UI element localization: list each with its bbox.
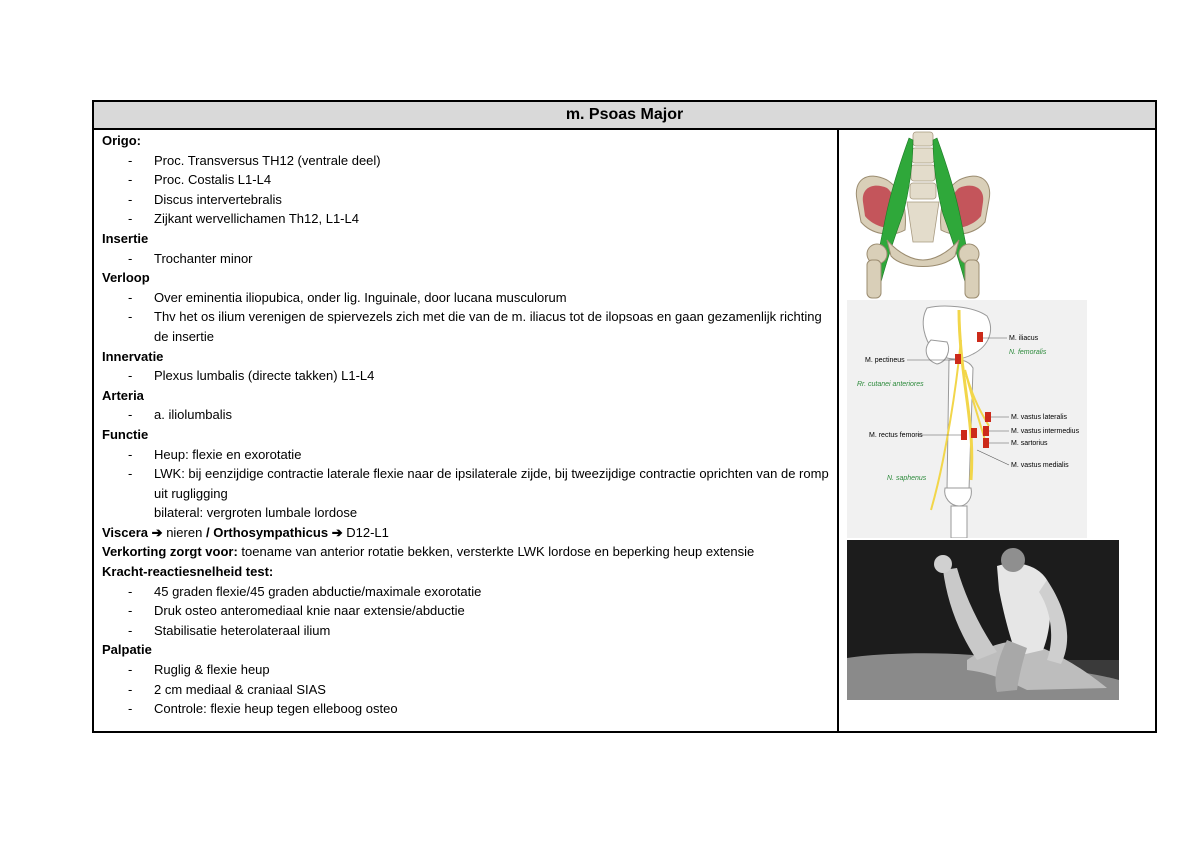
label-cutanei: Rr. cutanei anteriores [857, 381, 924, 388]
list-item: - 2 cm mediaal & craniaal SIAS [128, 681, 326, 697]
viscera-line [102, 523, 837, 543]
arteria-heading: Arteria [102, 387, 144, 403]
list-item: - 45 graden flexie/45 graden abductie/maximale exorotatie [128, 583, 482, 599]
arrow-right-icon: ➔ [331, 524, 343, 540]
insertie-heading: Insertie [102, 230, 149, 246]
list-item: - Druk osteo anteromediaal knie naar extensie/abductie [128, 603, 465, 619]
label-vastus-lateralis: M. vastus lateralis [1011, 414, 1068, 421]
text-column [94, 128, 839, 731]
content-row [94, 128, 1155, 731]
list-item: - Trochanter minor [128, 250, 253, 266]
orthosympathicus-label: Orthosympathicus [213, 524, 329, 540]
list-item: - Over eminentia iliopubica, onder lig. Inguinale, door lucana musculorum [128, 289, 567, 305]
list-item: - Thv het os ilium verenigen de spiervezels zich met die van de m. iliacus tot de ilopsoas en gaan gezamenlijk richting de insertie [128, 309, 822, 344]
viscera-value: nieren [166, 524, 203, 540]
list-item: - Controle: flexie heup tegen elleboog osteo [128, 701, 398, 717]
muscle-table [92, 100, 1157, 733]
verkorting-line [102, 542, 837, 562]
verloop-heading: Verloop [102, 270, 150, 286]
table-title: m. Psoas Major [94, 102, 1155, 130]
verkorting-label: Verkorting zorgt voor: [102, 544, 238, 560]
label-sartorius: M. sartorius [1011, 440, 1048, 447]
list-item: - a. iliolumbalis [128, 407, 233, 423]
list-item: - Discus intervertebralis [128, 191, 282, 207]
arrow-right-icon: ➔ [151, 524, 163, 540]
label-saphenus: N. saphenus [887, 475, 927, 482]
label-vastus-medialis: M. vastus medialis [1011, 462, 1069, 469]
list-item: - Zijkant wervellichamen Th12, L1-L4 [128, 211, 359, 227]
label-pectineus: M. pectineus [865, 357, 905, 364]
label-femoralis: N. femoralis [1009, 349, 1047, 356]
viscera-label: Viscera [102, 524, 149, 540]
list-item: - Proc. Costalis L1-L4 [128, 172, 272, 188]
list-item: - Ruglig & flexie heup [128, 662, 270, 678]
origo-heading: Origo: [102, 133, 141, 148]
image-column [839, 128, 1155, 731]
label-iliacus: M. iliacus [1009, 335, 1039, 342]
palpatie-heading: Palpatie [102, 642, 152, 658]
functie-continuation: bilateral: vergroten lumbale lordose [154, 505, 358, 521]
orthosympathicus-value: D12-L1 [346, 524, 389, 540]
muscle-test-photo [847, 540, 1119, 700]
list-item: - Plexus lumbalis (directe takken) L1-L4 [128, 368, 375, 384]
functie-heading: Functie [102, 426, 149, 442]
verkorting-text: toename van anterior rotatie bekken, versterkte LWK lordose en beperking heup extensie [241, 544, 755, 560]
femoral-nerve-diagram [847, 300, 1087, 538]
list-item: - Stabilisatie heterolateraal ilium [128, 622, 331, 638]
list-item: - LWK: bij eenzijdige contractie laterale flexie naar de ipsilaterale zijde, bij tweezijdige contractie oprichten van de romp uit rugligging [128, 466, 829, 501]
viscera-separator: / [205, 524, 210, 540]
label-rectus-femoris: M. rectus femoris [869, 432, 923, 439]
list-item: - Heup: flexie en exorotatie [128, 446, 302, 462]
pelvis-anatomy-illustration [847, 130, 999, 300]
label-vastus-intermedius: M. vastus intermedius [1011, 428, 1080, 435]
kracht-heading: Kracht-reactiesnelheid test: [102, 564, 274, 580]
list-item: - Proc. Transversus TH12 (ventrale deel) [128, 152, 381, 168]
innervatie-heading: Innervatie [102, 348, 164, 364]
